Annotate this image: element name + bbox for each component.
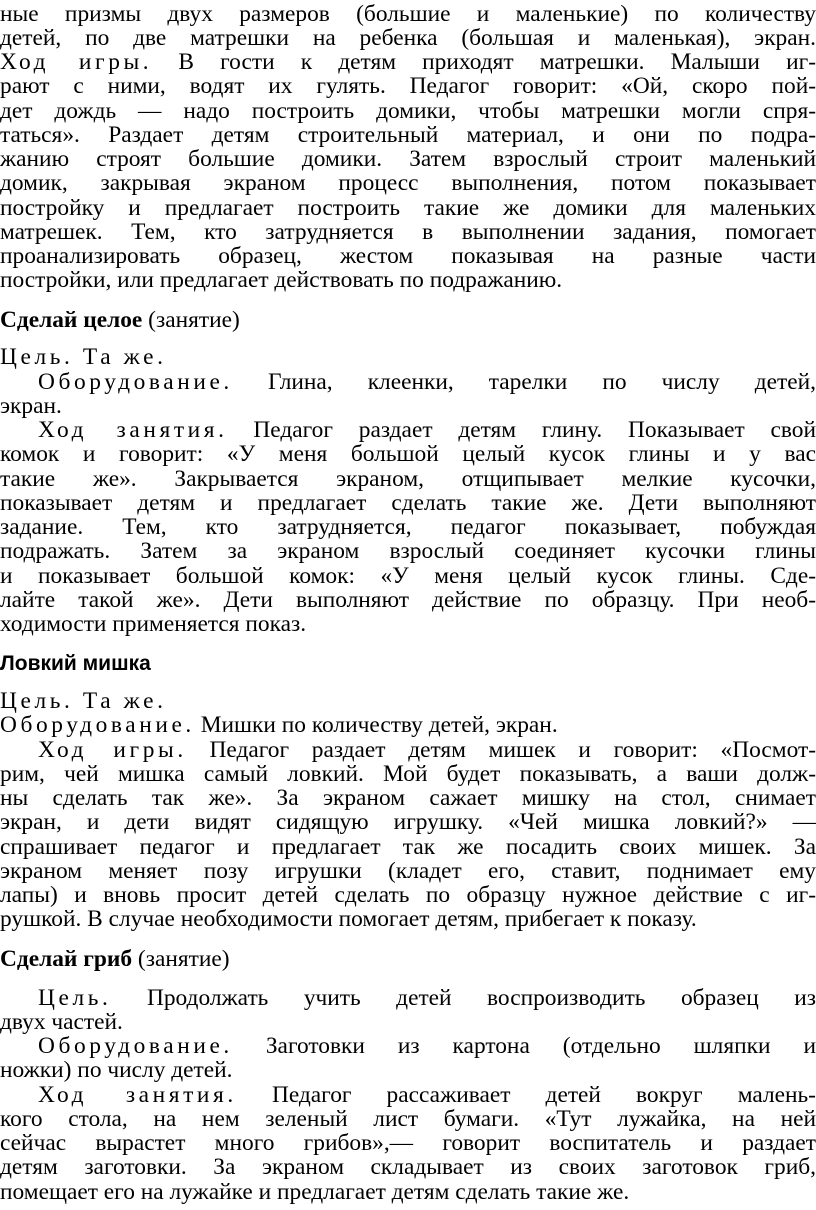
text-line: такие же». Закрывается экраном, отщипывает мелкие кусочки, [0, 466, 816, 492]
course-label: Ход игры. [38, 737, 187, 763]
text-line: кого стола, на нем зеленый лист бумаги. «Тут лужайка, на ней [0, 1106, 816, 1132]
text-line: лайте такой же». Дети выполняют действие по образцу. При необ- [0, 587, 816, 613]
section-heading [0, 945, 816, 973]
text-line: экран. [0, 393, 62, 419]
goal-line: Цель. Та же. [0, 344, 167, 370]
course-label: Ход игры. [0, 49, 153, 75]
section-heading [0, 306, 816, 334]
text-line: комок и говорит: «У меня большой целый кусок глины и у вас [0, 441, 816, 467]
equipment-line: Оборудование. Мишки по количеству детей, экран. [0, 712, 558, 738]
text-line: подражать. Затем за экраном взрослый соединяет кусочки глины [0, 538, 816, 564]
text-line: постройку и предлагает построить такие же домики для маленьких [0, 195, 816, 221]
course-label: Ход занятия. [38, 417, 228, 443]
section-title-note: (занятие) [148, 307, 240, 333]
text-line: детям заготовки. За экраном складывает из своих заготовок гриб, [0, 1154, 816, 1180]
text-line: экраном меняет позу игрушки (кладет его, ставит, поднимает ему [0, 858, 816, 884]
text-line: жанию строят большие домики. Затем взрослый строит маленький [0, 146, 816, 172]
equipment-label: Оборудование. [0, 712, 195, 738]
equipment-label: Оборудование. [38, 1033, 233, 1059]
text-line: ные призмы двух размеров (большие и маленькие) по количеству [0, 1, 816, 27]
text-line: детей, по две матрешки на ребенка (большая и маленькая), экран. [0, 25, 816, 51]
text-line: лапы) и вновь просит детей сделать по образцу нужное действие с иг- [0, 882, 816, 908]
text-line: ножки) по числу детей. [0, 1057, 233, 1083]
section-title: Ловкий мишка [0, 652, 151, 675]
text-line: задание. Тем, кто затрудняется, педагог показывает, побуждая [0, 514, 816, 540]
text-line: рушкой. В случае необходимости помогает детям, прибегает к показу. [0, 906, 697, 932]
course-line: Ход занятия. Педагог рассаживает детей вокруг малень- [38, 1082, 816, 1108]
text-line: таться». Раздает детям строительный материал, и они по подра- [0, 122, 816, 148]
text-line: ходимости применяется показ. [0, 611, 307, 637]
text-line: ны сделать так же». За экраном сажает мишку на стол, снимает [0, 785, 816, 811]
section-title: Сделай гриб [0, 946, 133, 972]
equipment-label: Оборудование. [38, 369, 233, 395]
text-line: рим, чей мишка самый ловкий. Мой будет показывать, а ваши долж- [0, 761, 816, 787]
course-label: Ход занятия. [38, 1082, 237, 1108]
text-line: дет дождь — надо построить домики, чтобы матрешки могли спря- [0, 98, 816, 124]
goal-label: Цель. [38, 985, 112, 1011]
course-line: Ход занятия. Педагог раздает детям глину. Показывает свой [38, 417, 816, 443]
equipment-line: Оборудование. Заготовки из картона (отдельно шляпки и [38, 1033, 816, 1059]
section-title: Сделай целое [0, 307, 143, 333]
text-line: показывает детям и предлагает сделать такие же. Дети выполняют [0, 490, 816, 516]
text-line: помещает его на лужайке и предлагает детям сделать такие же. [0, 1179, 630, 1205]
equipment-line: Оборудование. Глина, клеенки, тарелки по числу детей, [38, 369, 816, 395]
text-line: сейчас вырастет много грибов»,— говорит воспитатель и раздает [0, 1130, 816, 1156]
text-line: матрешек. Тем, кто затрудняется в выполнении задания, помогает [0, 219, 816, 245]
text-line: и показывает большой комок: «У меня целый кусок глины. Сде- [0, 563, 816, 589]
goal-line: Цель. Продолжать учить детей воспроизводить образец из [38, 985, 816, 1011]
text-line: проанализировать образец, жестом показывая на разные части [0, 243, 816, 269]
text-line: рают с ними, водят их гулять. Педагог говорит: «Ой, скоро пой- [0, 73, 816, 99]
text-line: домик, закрывая экраном процесс выполнения, потом показывает [0, 170, 816, 196]
text-line: двух частей. [0, 1009, 123, 1035]
text-line: экран, и дети видят сидящую игрушку. «Чей мишка ловкий?» — [0, 809, 816, 835]
section-title-note: (занятие) [137, 946, 230, 972]
course-line: Ход игры. Педагог раздает детям мишек и говорит: «Посмот- [38, 737, 816, 763]
goal-line: Цель. Та же. [0, 688, 167, 714]
text-line: спрашивает педагог и предлагает так же посадить своих мишек. За [0, 834, 816, 860]
text-line: постройки, или предлагает действовать по подражанию. [0, 267, 563, 293]
text-line: Ход игры. В гости к детям приходят матрешки. Малыши иг- [0, 49, 816, 75]
